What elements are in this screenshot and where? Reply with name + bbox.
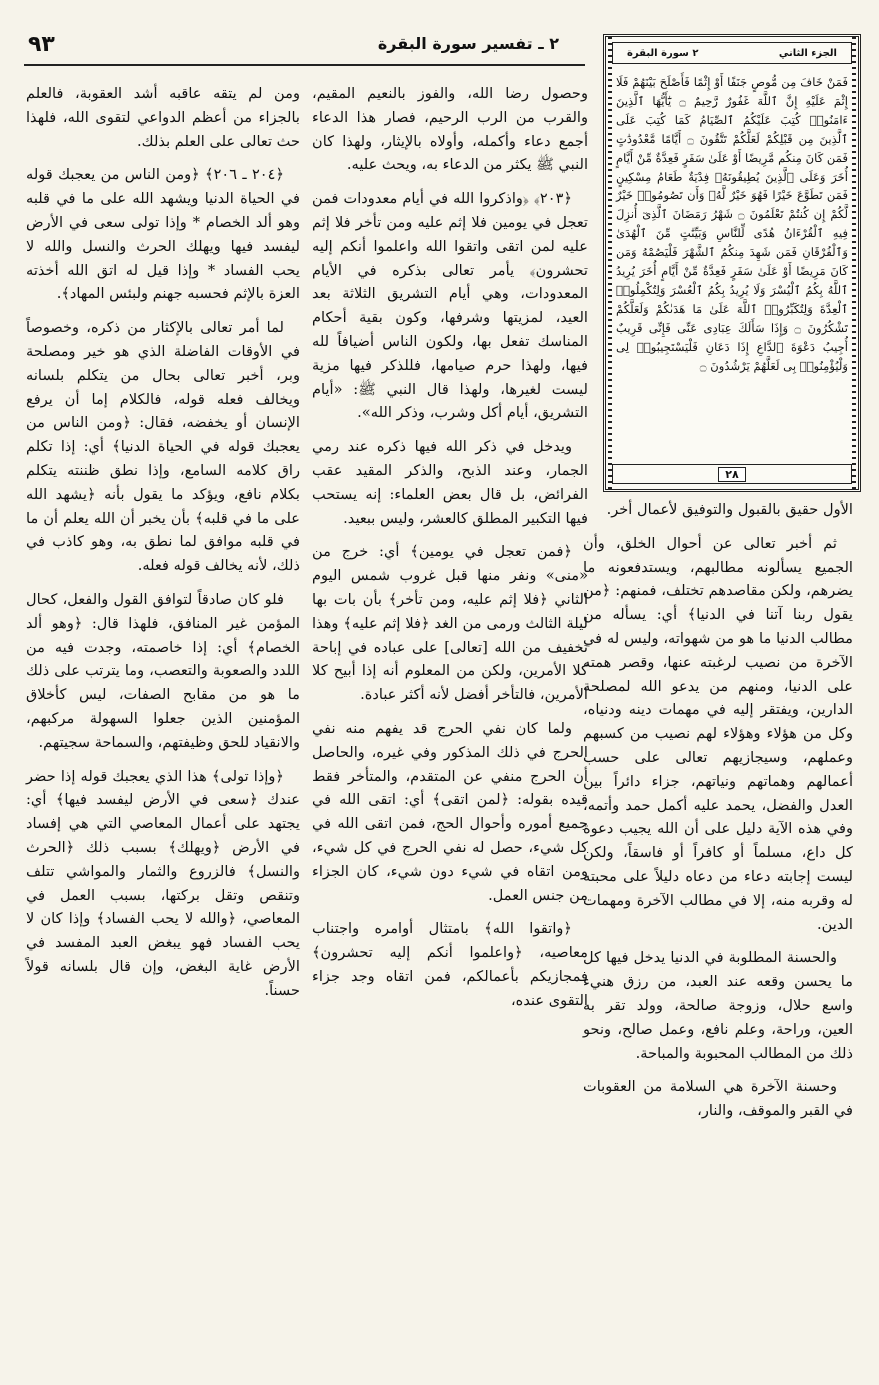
paragraph: لما أمر تعالى بالإكثار من ذكره، وخصوصاً في الأوقات الفاضلة الذي هو خير ومصلحة وبر، أخبر تعالى بحال من يتكلم بلسانه ويخالف فعله قوله، فالكلام إما أن يرفع الإنسان أو يخفضه، فقال: ﴿ومن الناس من يعجبك قوله في الحياة الدنيا﴾ أي: إذا تكلم راق كلامه السامع، وإذا نطق ظننته يتكلم بكلام نافع، ويؤكد ما يقول بأنه ﴿يشهد الله على ما في قلبه﴾ بأن يخبر أن الله يعلم أن ما في قلبه موافق لما نطق به، وهو كاذب في ذلك، لأنه يخالف قوله فعله. xyxy=(26,319,300,575)
verse-frame-header xyxy=(612,42,852,64)
text-column-middle xyxy=(312,82,588,1022)
paragraph: ويدخل في ذكر الله فيها ذكره عند رمي الجمار، وعند الذبح، والذكر المقيد عقب الفرائض، بل قال بعض العلماء: إنه يستحب فيها التكبير المطلق كالعشر، وليس ببعيد. xyxy=(312,438,588,527)
frame-ornament-right xyxy=(852,37,856,489)
paragraph: ﴿فمن تعجل في يومين﴾ أي: خرج من «منى» ونفر منها قبل غروب شمس اليوم الثاني ﴿فلا إثم عليه، ومن تأخر﴾ بأن بات بها ليلة الثالث ورمى من الغد ﴿فلا إثم عليه﴾ وهذا تخفيف من الله [تعالى] على عباده في إباحة كلا الأمرين، ولكن من المعلوم أنه إذا أبيح كلا الأمرين، فالتأخر أفضل لأنه أكثر عبادة. xyxy=(312,543,588,704)
mushaf-page-number: ٢٨ xyxy=(718,467,745,482)
juz-label: الجزء الثاني xyxy=(778,47,837,59)
paragraph: الأول حقيق بالقبول والتوفيق لأعمال أخر. xyxy=(606,501,853,518)
paragraph: ولما كان نفي الحرج قد يفهم منه نفي الحرج في ذلك المذكور وفي غيره، والحاصل أن الحرج منفي عن المتقدم، والمتأخر فقط قيده بقوله: ﴿لمن اتقى﴾ أي: اتقى الله في جميع أموره وأحوال الحج، فمن اتقى الله في كل شيء، حصل له نفي الحرج في كل شيء، ومن اتقاه في شيء دون شيء، كان الجزاء من جنس العمل. xyxy=(312,719,588,904)
page-number: ٩٣ xyxy=(28,32,55,57)
paragraph: ثم أخبر تعالى عن أحوال الخلق، وأن الجميع يسألونه مطالبهم، ويستدفعونه ما يضرهم، ولكن مقاصدهم تختلف، فمنهم: ﴿من يقول ربنا آتنا في الدنيا﴾ أي: يسأله من مطالب الدنيا ما هو من شهواته، وليس له في الآخرة من نصيب لرغبته عنها، وقصر همته على الدنيا، ومنهم من يدعو الله لمصلحة الدارين، ويفتقر إليه في مهمات دينه ودنياه، وكل من هؤلاء وهؤلاء لهم نصيب من كسبهم وعملهم، وسيجازيهم تعالى على حسب أعمالهم وهماتهم ونياتهم، جزاء دائراً بين العدل والفضل، يحمد عليه أكمل حمد وأتمه، وفي هذه الآية دليل على أن الله يجيب دعوة كل داع، مسلماً أو كافراً أو فاسقاً، ولكن ليست إجابته دعاء من دعاه دليلاً على محبته له وقربه منه، إلا في مطالب الآخرة ومهمات الدين. xyxy=(583,534,853,933)
paragraph: فلو كان صادقاً لتوافق القول والفعل، كحال المؤمن غير المنافق، فلهذا قال: ﴿وهو ألد الخصام﴾ أي: إذا خاصمته، وجدت فيه من اللدد والصعوبة والتعصب، وما يترتب على ذلك ما هو من مقابح الصفات، ليس كأخلاق المؤمنين الذين جعلوا السهولة مركبهم، والانقياد للحق وظيفتهم، والسماحة سجيتهم. xyxy=(26,590,300,751)
quran-verses: فَمَنْ خَافَ مِن مُّوصٍ جَنَفًا أَوْ إِثْمًا فَأَصْلَحَ بَيْنَهُمْ فَلَا إِثْمَ عَلَيْهِ إِنَّ ٱللَّهَ غَفُورٌ رَّحِيمٌ ۝ يَٰٓأَيُّهَا ٱلَّذِينَ ءَامَنُوا۟ كُتِبَ عَلَيْكُمُ ٱلصِّيَامُ كَمَا كُتِبَ عَلَى ٱلَّذِينَ مِن قَبْلِكُمْ لَعَلَّكُمْ تَتَّقُونَ ۝ أَيَّامًا مَّعْدُودَٰتٍ فَمَن كَانَ مِنكُم مَّرِيضًا أَوْ عَلَىٰ سَفَرٍ فَعِدَّةٌ مِّنْ أَيَّامٍ أُخَرَ وَعَلَى ٱلَّذِينَ يُطِيقُونَهُۥ فِدْيَةٌ طَعَامُ مِسْكِينٍ فَمَن تَطَوَّعَ خَيْرًا فَهُوَ خَيْرٌ لَّهُۥ وَأَن تَصُومُوا۟ خَيْرٌ لَّكُمْ إِن كُنتُمْ تَعْلَمُونَ ۝ شَهْرُ رَمَضَانَ ٱلَّذِىٓ أُنزِلَ فِيهِ ٱلْقُرْءَانُ هُدًى لِّلنَّاسِ وَبَيِّنَٰتٍ مِّنَ ٱلْهُدَىٰ وَٱلْفُرْقَانِ فَمَن شَهِدَ مِنكُمُ ٱلشَّهْرَ فَلْيَصُمْهُ وَمَن كَانَ مَرِيضًا أَوْ عَلَىٰ سَفَرٍ فَعِدَّةٌ مِّنْ أَيَّامٍ أُخَرَ يُرِيدُ ٱللَّهُ بِكُمُ ٱلْيُسْرَ وَلَا يُرِيدُ بِكُمُ ٱلْعُسْرَ وَلِتُكْمِلُوا۟ ٱلْعِدَّةَ وَلِتُكَبِّرُوا۟ ٱللَّهَ عَلَىٰ مَا هَدَىٰكُمْ وَلَعَلَّكُمْ تَشْكُرُونَ ۝ وَإِذَا سَأَلَكَ عِبَادِى عَنِّى فَإِنِّى قَرِيبٌ أُجِيبُ دَعْوَةَ ٱلدَّاعِ إِذَا دَعَانِ فَلْيَسْتَجِيبُوا۟ لِى وَلْيُؤْمِنُوا۟ بِى لَعَلَّهُمْ يَرْشُدُونَ ۝ xyxy=(616,75,848,373)
running-title: ٢ ـ تفسير سورة البقرة xyxy=(377,34,559,53)
text-column-right xyxy=(583,498,853,1133)
paragraph: وحسنة الآخرة هي السلامة من العقوبات في القبر والموقف، والنار، xyxy=(583,1078,853,1120)
paragraph: ﴿٢٠٣﴾ ﴿واذكروا الله في أيام معدودات فمن تعجل في يومين فلا إثم عليه ومن تأخر فلا إثم عليه لمن اتقى واتقوا الله واعلموا أنكم إليه تحشرون﴾ يأمر تعالى بذكره في الأيام المعدودات، وهي أيام التشريق الثلاثة بعد العيد، لمزيتها وشرفها، وكون بقية أحكام المناسك تفعل بها، ولكون الناس أضيافاً لله فيها، ولهذا حرم صيامها، فللذكر فيها مزية ليست لغيرها، ولهذا قال النبي ﷺ: «أيام التشريق، أيام أكل وشرب، وذكر الله». xyxy=(312,190,588,422)
quran-verse-frame xyxy=(603,34,861,492)
paragraph: والحسنة المطلوبة في الدنيا يدخل فيها كل ما يحسن وقعه عند العبد، من رزق هنيء واسع حلال، وزوجة صالحة، وولد تقر به العين، وراحة، وعلم نافع، وعمل صالح، ونحو ذلك من المطالب المحبوبة والمباحة. xyxy=(583,949,853,1062)
paragraph: ﴿٢٠٤ ـ ٢٠٦﴾ ﴿ومن الناس من يعجبك قوله في الحياة الدنيا ويشهد الله على ما في قلبه وهو ألد الخصام * وإذا تولى سعى في الأرض ليفسد فيها ويهلك الحرث والنسل والله لا يحب الفساد * وإذا قيل له اتق الله أخذته العزة بالإثم فحسبه جهنم ولبئس المهاد﴾. xyxy=(26,166,300,303)
paragraph: ﴿وإذا تولى﴾ هذا الذي يعجبك قوله إذا حضر عندك ﴿سعى في الأرض ليفسد فيها﴾ أي: يجتهد على أعمال المعاصي التي هي إفساد في الأرض ﴿ويهلك﴾ بسبب ذلك ﴿الحرث والنسل﴾ فالزروع والثمار والمواشي تتلف وتنقص وتقل بركتها، بسبب العمل في المعاصي، ﴿والله لا يحب الفساد﴾ وإذا كان لا يحب الفساد فهو يبغض العبد المفسد في الأرض غاية البغض، وإن قال بلسانه قولاً حسناً. xyxy=(26,767,300,999)
surah-label: ٢ سورة البقرة xyxy=(627,47,699,59)
page-header xyxy=(24,30,585,66)
frame-ornament-left xyxy=(608,37,612,489)
paragraph: وحصول رضا الله، والفوز بالنعيم المقيم، والقرب من الرب الرحيم، فصار هذا الدعاء أجمع دعاء وأكمله، وأولاه بالإيثار، ولهذا كان النبي ﷺ يكثر من الدعاء به، ويحث عليه. xyxy=(312,85,588,174)
paragraph: ﴿واتقوا الله﴾ بامتثال أوامره واجتناب معاصيه، ﴿واعلموا أنكم إليه تحشرون﴾ فمجازيكم بأعمالكم، فمن اتقاه وجد جزاء التقوى عنده، xyxy=(312,920,588,1009)
verse-frame-footer xyxy=(612,464,852,484)
paragraph: ومن لم يتقه عاقبه أشد العقوبة، فالعلم بالجزاء من أعظم الدواعي لتقوى الله، فلهذا حث تعالى على العلم بذلك. xyxy=(26,85,300,150)
text-column-left xyxy=(26,82,300,1012)
